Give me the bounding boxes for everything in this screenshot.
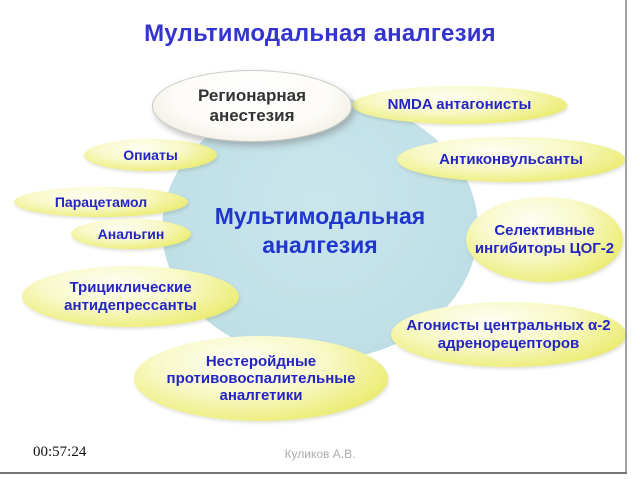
node-analgin: Анальгин [71, 219, 191, 249]
slide-title: Мультимодальная аналгезия [144, 20, 496, 47]
node-regional-anesthesia: Регионарная анестезия [152, 70, 352, 142]
slide-author: Куликов А.В. [284, 447, 356, 461]
node-nmda-antagonists: NMDA антагонисты [352, 86, 567, 124]
node-paracetamol: Парацетамол [14, 187, 188, 217]
central-concept-label: Мультимодальная аналгезия [214, 203, 426, 258]
node-tricyclic-antidepressants: Трициклические антидепрессанты [22, 266, 239, 327]
node-anticonvulsants: Антиконвульсанты [397, 137, 625, 182]
node-nsaids: Нестеройдные противовоспалительные аналгетики [134, 336, 388, 421]
node-alpha2-agonists: Агонисты центральных α-2 адренорецепторов [391, 302, 626, 367]
node-cox2-inhibitors: Селективные ингибиторы ЦОГ-2 [466, 197, 623, 282]
slide-bottom-border [0, 472, 627, 474]
slideshow-timer: 00:57:24 [33, 444, 87, 460]
slide-right-border [625, 0, 627, 473]
node-opiates: Опиаты [84, 139, 217, 171]
